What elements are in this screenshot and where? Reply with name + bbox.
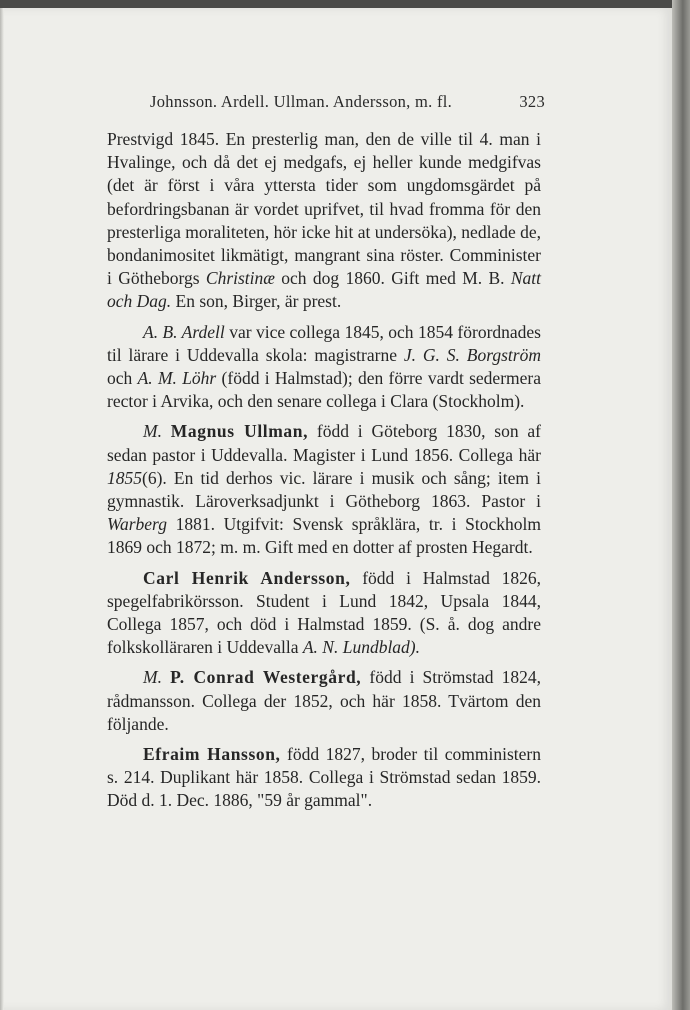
italic-run: Warberg: [107, 514, 167, 535]
text-run: och: [107, 368, 138, 389]
text-run: född i Göteborg 1830, son af sedan pastor i Uddevalla. Magister i Lund 1856. Collega här: [107, 421, 542, 465]
italic-run: A. B. Ardell: [143, 321, 225, 342]
text-run: (6). En tid derhos vic. lärare i musik och sång; item i gymnastik. Läroverksadjunkt i Götheborg 1863. Pastor i: [107, 467, 541, 512]
italic-run: M.: [143, 421, 162, 442]
text-run: född 1827, broder til comministern s. 214. Duplikant här 1858. Collega i Strömstad sedan 1859. Död d. 1. Dec. 1886, "59 år gammal".: [107, 744, 542, 811]
paragraph-ardell: [107, 321, 541, 414]
page-right-edge: [672, 0, 690, 1010]
text-run: (född i Halmstad); den förre vardt sedermera rector i Arvika, och den senare collega i Clara (Stockholm).: [107, 368, 541, 412]
italic-run: A. N. Lundblad).: [302, 637, 421, 658]
italic-run: 1855: [107, 467, 142, 488]
text-run: En son, Birger, är prest.: [171, 291, 342, 312]
body-text: [107, 128, 541, 813]
entry-name: Magnus Ullman,: [170, 421, 309, 442]
entry-name: P. Conrad Westergård,: [170, 667, 362, 688]
text-run: 1881. Utgifvit: Svensk språklära, tr. i Stockholm 1869 och 1872; m. m. Gift med en dotter af prosten Hegardt.: [107, 514, 541, 558]
running-head-text: Johnsson. Ardell. Ullman. Andersson, m. fl.: [150, 92, 453, 111]
text-run: Prestvigd 1845. En presterlig man, den de ville til 4. man i Hvalinge, och då det ej medgafs, ej heller kunde medgifvas (det är först i våra yttersta tider som ungdomsgärdet på befordringsbanan är vordet uprifvet, til hvad fromma för den presterliga moraliteten, hör icke hit at undersöka), nedlade de, bondanimositet likmätigt, mangrant sina röster. Comminister i Götheborgs: [107, 129, 541, 289]
italic-run: J. G. S. Borgström: [403, 344, 541, 365]
text-run: var vice collega 1845, och 1854 förordnades til lärare i Uddevalla skola: magistrarne: [107, 321, 541, 365]
paragraph-hansson: [107, 743, 541, 813]
paragraph-ullman: [107, 420, 541, 559]
text-run: och dog 1860. Gift med M. B.: [274, 268, 511, 289]
page-left-edge: [0, 8, 4, 1010]
running-head: [150, 92, 545, 116]
italic-run: Natt och Dag.: [107, 268, 542, 312]
italic-run: M.: [143, 667, 162, 688]
entry-name: Carl Henrik Andersson,: [143, 567, 351, 588]
paragraph-johnsson: [107, 128, 541, 314]
italic-run: A. M. Löhr: [137, 368, 217, 389]
italic-run: Christinæ: [205, 268, 275, 289]
paragraph-andersson: [107, 567, 541, 660]
text-run: född i Strömstad 1824, rådmansson. Collega der 1852, och här 1858. Tvärtom den följande.: [107, 667, 542, 734]
paragraph-westergard: [107, 666, 541, 736]
entry-name: Efraim Hansson,: [143, 744, 281, 765]
page-number: 323: [519, 92, 545, 111]
text-run: född i Halmstad 1826, spegelfabrikörsson. Student i Lund 1842, Upsala 1844, Collega 1857, och död i Halmstad 1859. (S. å. dog andre folkskolläraren i Uddevalla: [107, 567, 541, 658]
